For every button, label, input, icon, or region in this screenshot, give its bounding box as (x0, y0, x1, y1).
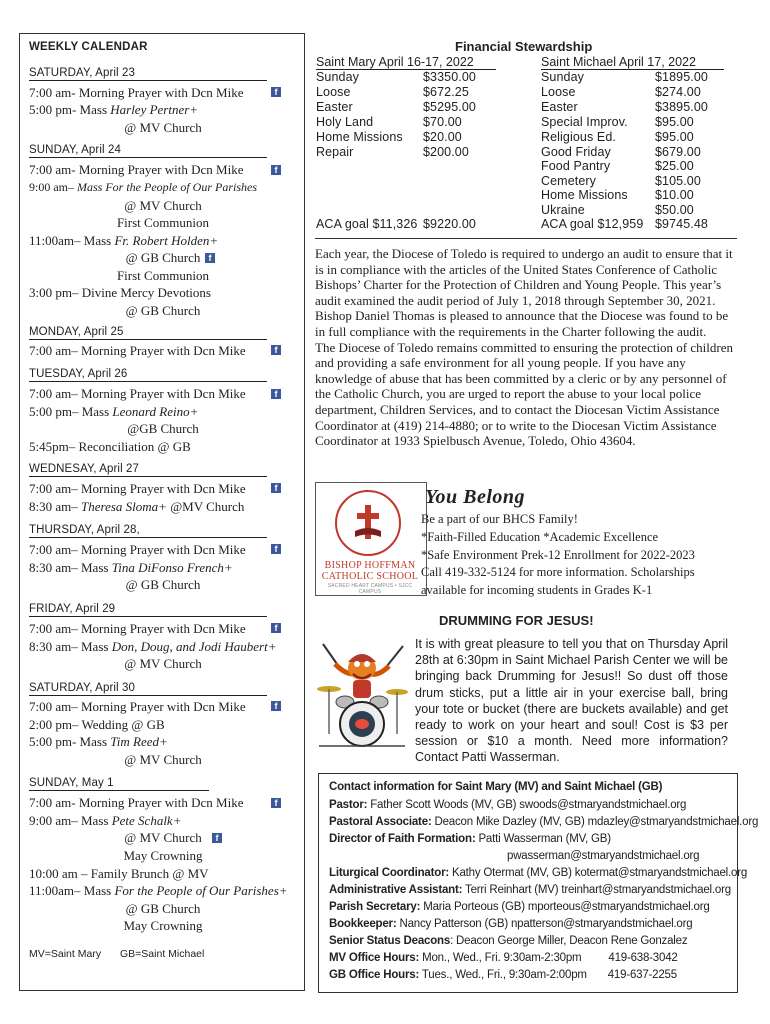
legend-item: MV=Saint Mary (29, 948, 102, 960)
location-line: @ MV Church (124, 198, 202, 213)
collection-amount: $70.00 (423, 115, 462, 129)
location-line: @GB Church (127, 421, 199, 436)
aca-amount: $9745.48 (655, 217, 708, 231)
collection-label: Ukraine (541, 203, 585, 217)
schedule-line: 7:00 am– Morning Prayer with Dcn Mike (29, 343, 246, 358)
audit-notice (315, 246, 740, 449)
schedule-line: 7:00 am– Morning Prayer with Dcn Mike (29, 621, 246, 636)
collection-label: Sunday (541, 70, 584, 84)
collection-label: Easter (316, 100, 353, 114)
collection-label: Home Missions (541, 188, 628, 202)
contact-line: Liturgical Coordinator: Kathy Otermat (MV, GB) kotermat@stmaryandstmichael.org (329, 867, 748, 879)
day-heading: SUNDAY, April 24 (29, 144, 267, 158)
contact-line: Pastor: Father Scott Woods (MV, GB) swoods@stmaryandstmichael.org (329, 799, 687, 811)
day-heading: SATURDAY, April 30 (29, 682, 267, 696)
contact-line: Senior Status Deacons: Deacon George Miller, Deacon Rene Gonzalez (329, 935, 688, 947)
day-heading: TUESDAY, April 26 (29, 368, 267, 382)
schedule-line: 7:00 am- Morning Prayer with Dcn Mike (29, 85, 244, 100)
schedule-line: 5:00 pm– Mass Leonard Reino+ (29, 404, 199, 419)
facebook-icon[interactable]: f (271, 87, 281, 97)
location-line: @ MV Church (124, 656, 202, 671)
contact-line: Director of Faith Formation: Patti Wasserman (MV, GB) (329, 833, 611, 845)
schedule-line: 7:00 am– Morning Prayer with Dcn Mike (29, 542, 246, 557)
facebook-icon[interactable]: f (271, 483, 281, 493)
drummer-illustration (315, 634, 410, 752)
collection-label: Food Pantry (541, 159, 611, 173)
day-heading: MONDAY, April 25 (29, 326, 267, 340)
contact-heading: Contact information for Saint Mary (MV) and Saint Michael (GB) (329, 781, 663, 793)
collection-amount: $274.00 (655, 85, 701, 99)
location-line: @ GB Church (125, 250, 201, 265)
schedule-line: 7:00 am- Morning Prayer with Dcn Mike (29, 795, 244, 810)
facebook-icon[interactable]: f (271, 345, 281, 355)
audit-paragraph: Each year, the Diocese of Toledo is required to undergo an audit to ensure that it is in compliance with the articles of the United States Conference of Catholic Bishops’ Charter for the Protection of Children and Young People. This year’s audit examined the audit period of July 1, 2018 through September 30, 2021. Bishop Daniel Thomas is pleased to announce that the Diocese was found to be in full compliance with the requirements in the Charter following the audit. (315, 246, 733, 339)
schedule-line: 9:00 am– Mass Pete Schalk+ (29, 813, 182, 828)
collection-label: Special Improv. (541, 115, 628, 129)
schedule-line: 7:00 am- Morning Prayer with Dcn Mike (29, 162, 244, 177)
contact-line: Pastoral Associate: Deacon Mike Dazley (MV, GB) mdazley@stmaryandstmichael.org (329, 816, 759, 828)
collection-amount: $3895.00 (655, 100, 708, 114)
schedule-line: 2:00 pm– Wedding @ GB (29, 717, 165, 732)
facebook-icon[interactable]: f (271, 701, 281, 711)
collection-amount: $679.00 (655, 145, 701, 159)
schedule-line: 5:45pm– Reconciliation @ GB (29, 439, 191, 454)
collection-label: Loose (316, 85, 351, 99)
facebook-icon[interactable]: f (271, 165, 281, 175)
drumming-text: It is with great pleasure to tell you that on Thursday April 28th at 6:30pm in Saint Michael Parish Center we will be bringing back Drumming for Jesus!! So dust off those drum sticks, put a little air in your exercise ball, bring your tote or bucket (there are buckets available) and get ready to work on your heart and soul! Cost is $3 per session or $10 a month. Need more information? Contact Patti Wasserman. (415, 637, 728, 765)
collection-amount: $200.00 (423, 145, 469, 159)
facebook-icon[interactable]: f (271, 623, 281, 633)
schedule-line: 8:30 am– Mass Tina DiFonso French+ (29, 560, 233, 575)
collection-label: Easter (541, 100, 578, 114)
financial-title: Financial Stewardship (455, 39, 593, 54)
day-heading: SATURDAY, April 23 (29, 67, 267, 81)
schedule-line: 11:00am– Mass For the People of Our Parishes+ (29, 883, 288, 898)
facebook-icon[interactable]: f (212, 833, 222, 843)
aca-goal: ACA goal $12,959 (541, 217, 644, 231)
contact-line: Administrative Assistant: Terri Reinhart (MV) treinhart@stmaryandstmichael.org (329, 884, 731, 896)
location-line: @ MV Church (124, 752, 202, 767)
collection-amount: $672.25 (423, 85, 469, 99)
collection-amount: $1895.00 (655, 70, 708, 84)
aca-goal: ACA goal $11,326 (316, 217, 418, 231)
collection-amount: $20.00 (423, 130, 462, 144)
schedule-line: 5:00 pm- Mass Tim Reed+ (29, 734, 168, 749)
weekly-calendar (19, 33, 305, 991)
office-hours-gb: GB Office Hours: Tues., Wed., Fri., 9:30am-2:00pm 419-637-2255 (329, 969, 677, 981)
contact-line: Bookkeeper: Nancy Patterson (GB) npatterson@stmaryandstmichael.org (329, 918, 693, 930)
collection-amount: $50.00 (655, 203, 694, 217)
facebook-icon[interactable]: f (271, 798, 281, 808)
collection-label: Good Friday (541, 145, 611, 159)
facebook-icon[interactable]: f (271, 544, 281, 554)
saint-mary-heading: Saint Mary April 16-17, 2022 (316, 55, 496, 70)
schedule-line: 5:00 pm- Mass Harley Pertner+ (29, 102, 199, 117)
collection-amount: $105.00 (655, 174, 701, 188)
collection-label: Religious Ed. (541, 130, 616, 144)
audit-paragraph: The Diocese of Toledo remains committed to ensuring the protection of children and providing a safe environment for all young people. If you have any knowledge of abuse that has been committed by a cleric or by any personnel of the Catholic Church, you are urged to report the abuse to your local police department, Children Services, and to contact the Diocesan Victim Assistance Coordinator at (419) 214-4880; or to write to the Diocesan Victim Assistance Coordinator at 1933 Spielbusch Avenue, Toledo, Ohio 43604. (315, 339, 733, 449)
contact-line: Parish Secretary: Maria Porteous (GB) mporteous@stmaryandstmichael.org (329, 901, 710, 913)
school-logo-subtitle: SACRED HEART CAMPUS • SJCC CAMPUS (327, 583, 413, 595)
schedule-line: 8:30 am– Mass Don, Doug, and Jodi Haubert+ (29, 639, 277, 654)
collection-label: Home Missions (316, 130, 403, 144)
you-belong-title: You Belong (425, 486, 526, 508)
calendar-title: WEEKLY CALENDAR (29, 41, 148, 53)
section-divider (315, 238, 737, 239)
drumming-title: DRUMMING FOR JESUS! (439, 613, 594, 628)
school-logo-name: BISHOP HOFFMAN CATHOLIC SCHOOL (321, 560, 419, 582)
collection-label: Cemetery (541, 174, 596, 188)
collection-amount: $25.00 (655, 159, 694, 173)
facebook-icon[interactable]: f (271, 389, 281, 399)
day-heading: THURSDAY, April 28, (29, 524, 267, 538)
collection-label: Loose (541, 85, 576, 99)
schedule-line: 3:00 pm– Divine Mercy Devotions (29, 285, 211, 300)
contact-email[interactable]: pwasserman@stmaryandstmichael.org (507, 850, 700, 862)
schedule-line: 10:00 am – Family Brunch @ MV (29, 866, 209, 881)
schedule-line: 11:00am– Mass Fr. Robert Holden+ (29, 233, 219, 248)
collection-amount: $5295.00 (423, 100, 476, 114)
belong-line: Be a part of our BHCS Family! (421, 512, 578, 526)
schedule-line: 7:00 am– Morning Prayer with Dcn Mike (29, 481, 246, 496)
schedule-line: 7:00 am– Morning Prayer with Dcn Mike (29, 699, 246, 714)
cross-icon (353, 505, 383, 541)
day-heading: WEDNESAY, April 27 (29, 463, 267, 477)
event-line: May Crowning (123, 918, 203, 933)
belong-line: available for incoming students in Grades K-1 (421, 583, 653, 597)
location-line: @ GB Church (125, 577, 201, 592)
schedule-line: 8:30 am– Theresa Sloma+ @MV Church (29, 499, 245, 514)
location-line: @ GB Church (125, 303, 201, 318)
collection-amount: $10.00 (655, 188, 694, 202)
event-line: May Crowning (123, 848, 203, 863)
contact-information (318, 773, 759, 993)
location-line: @ MV Church (124, 830, 202, 845)
collection-label: Repair (316, 145, 354, 159)
schedule-line: 7:00 am– Morning Prayer with Dcn Mike (29, 386, 246, 401)
saint-michael-heading: Saint Michael April 17, 2022 (541, 55, 724, 70)
collection-amount: $95.00 (655, 130, 694, 144)
belong-line: *Safe Environment Prek-12 Enrollment for 2022-2023 (421, 548, 695, 562)
location-line: @ GB Church (125, 901, 201, 916)
calendar-legend (29, 948, 220, 960)
aca-amount: $9220.00 (423, 217, 476, 231)
collection-amount: $95.00 (655, 115, 694, 129)
day-heading: SUNDAY, May 1 (29, 777, 209, 791)
facebook-icon[interactable]: f (205, 253, 215, 263)
location-line: @ MV Church (124, 120, 202, 135)
office-hours-mv: MV Office Hours: Mon., Wed., Fri. 9:30am-2:30pm 419-638-3042 (329, 952, 678, 964)
legend-item: GB=Saint Michael (120, 948, 205, 960)
belong-line: Call 419-332-5124 for more information. Scholarships (421, 565, 695, 579)
belong-line: *Faith-Filled Education *Academic Excellence (421, 530, 659, 544)
schedule-line: 9:00 am– Mass For the People of Our Parishes (29, 180, 257, 194)
event-line: First Communion (116, 215, 210, 230)
day-heading: FRIDAY, April 29 (29, 603, 267, 617)
collection-amount: $3350.00 (423, 70, 476, 84)
collection-label: Sunday (316, 70, 359, 84)
event-line: First Communion (116, 268, 210, 283)
collection-label: Holy Land (316, 115, 374, 129)
